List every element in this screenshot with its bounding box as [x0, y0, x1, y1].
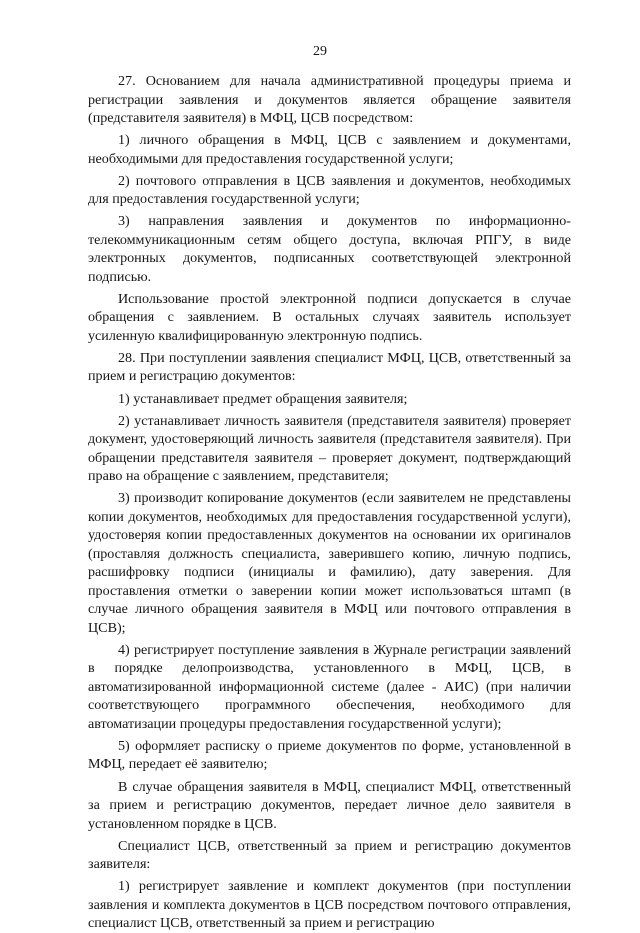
paragraph: 27. Основанием для начала административной процедуры приема и регистрации заявления и документов является обращение заявителя (представителя заявителя) в МФЦ, ЦСВ посредством: [88, 73, 571, 126]
page-number: 29 [313, 44, 327, 59]
paragraph: 3) направления заявления и документов по информационно-телекоммуникационным сетям общего доступа, включая РПГУ, в виде электронных документов, подписанных соответствующей электронной подписью. [88, 213, 571, 285]
paragraph: 2) устанавливает личность заявителя (представителя заявителя) проверяет документ, удостоверяющий личность заявителя (представителя заявителя). При обращении представителя заявителя – проверяет документ, подтверждающий право на обращение с заявлением, представителя; [88, 412, 571, 485]
paragraph: Специалист ЦСВ, ответственный за прием и регистрацию документов заявителя: [88, 837, 571, 873]
paragraph: 4) регистрирует поступление заявления в Журнале регистрации заявлений в порядке делопроизводства, установленного в МФЦ, ЦСВ, в автоматизированной информационной системе (далее - АИС) (при наличии соответствующего программного обеспечения, необходимого для автоматизации процедуры предоставления государственной услуги); [88, 641, 571, 732]
paragraph: 1) личного обращения в МФЦ, ЦСВ с заявлением и документами, необходимыми для предоставления государственной услуги; [88, 132, 571, 167]
paragraph: 1) устанавливает предмет обращения заявителя; [118, 390, 408, 407]
paragraph: В случае обращения заявителя в МФЦ, специалист МФЦ, ответственный за прием и регистрацию документов, передает личное дело заявителя в установленном порядке в ЦСВ. [88, 778, 571, 832]
paragraph: 28. При поступлении заявления специалист МФЦ, ЦСВ, ответственный за прием и регистрацию документов: [88, 349, 571, 385]
paragraph: Использование простой электронной подписи допускается в случае обращения с заявлением. В остальных случаях заявитель использует усиленную квалифицированную электронную подпись. [88, 290, 571, 344]
paragraph: 3) производит копирование документов (если заявителем не представлены копии документов, необходимых для предоставления государственной услуги), удостоверяя копии предоставленных документов на основании их оригиналов (проставляя должность специалиста, заверившего копию, личную подпись, расшифровку подписи (инициалы и фамилию), дату заверения. Для проставления отметки о заверении копии может использоваться штамп (в случае личного обращения заявителя в МФЦ или почтового отправления в ЦСВ); [88, 490, 571, 636]
paragraph: 5) оформляет расписку о приеме документов по форме, установленной в МФЦ, передает её заявителю; [88, 737, 571, 773]
document-body [88, 72, 571, 933]
paragraph: 1) регистрирует заявление и комплект документов (при поступлении заявления и комплекта документов в ЦСВ посредством почтового отправления, специалист ЦСВ, ответственный за прием и регистрацию [88, 878, 571, 932]
paragraph: 2) почтового отправления в ЦСВ заявления и документов, необходимых для предоставления государственной услуги; [88, 172, 571, 208]
